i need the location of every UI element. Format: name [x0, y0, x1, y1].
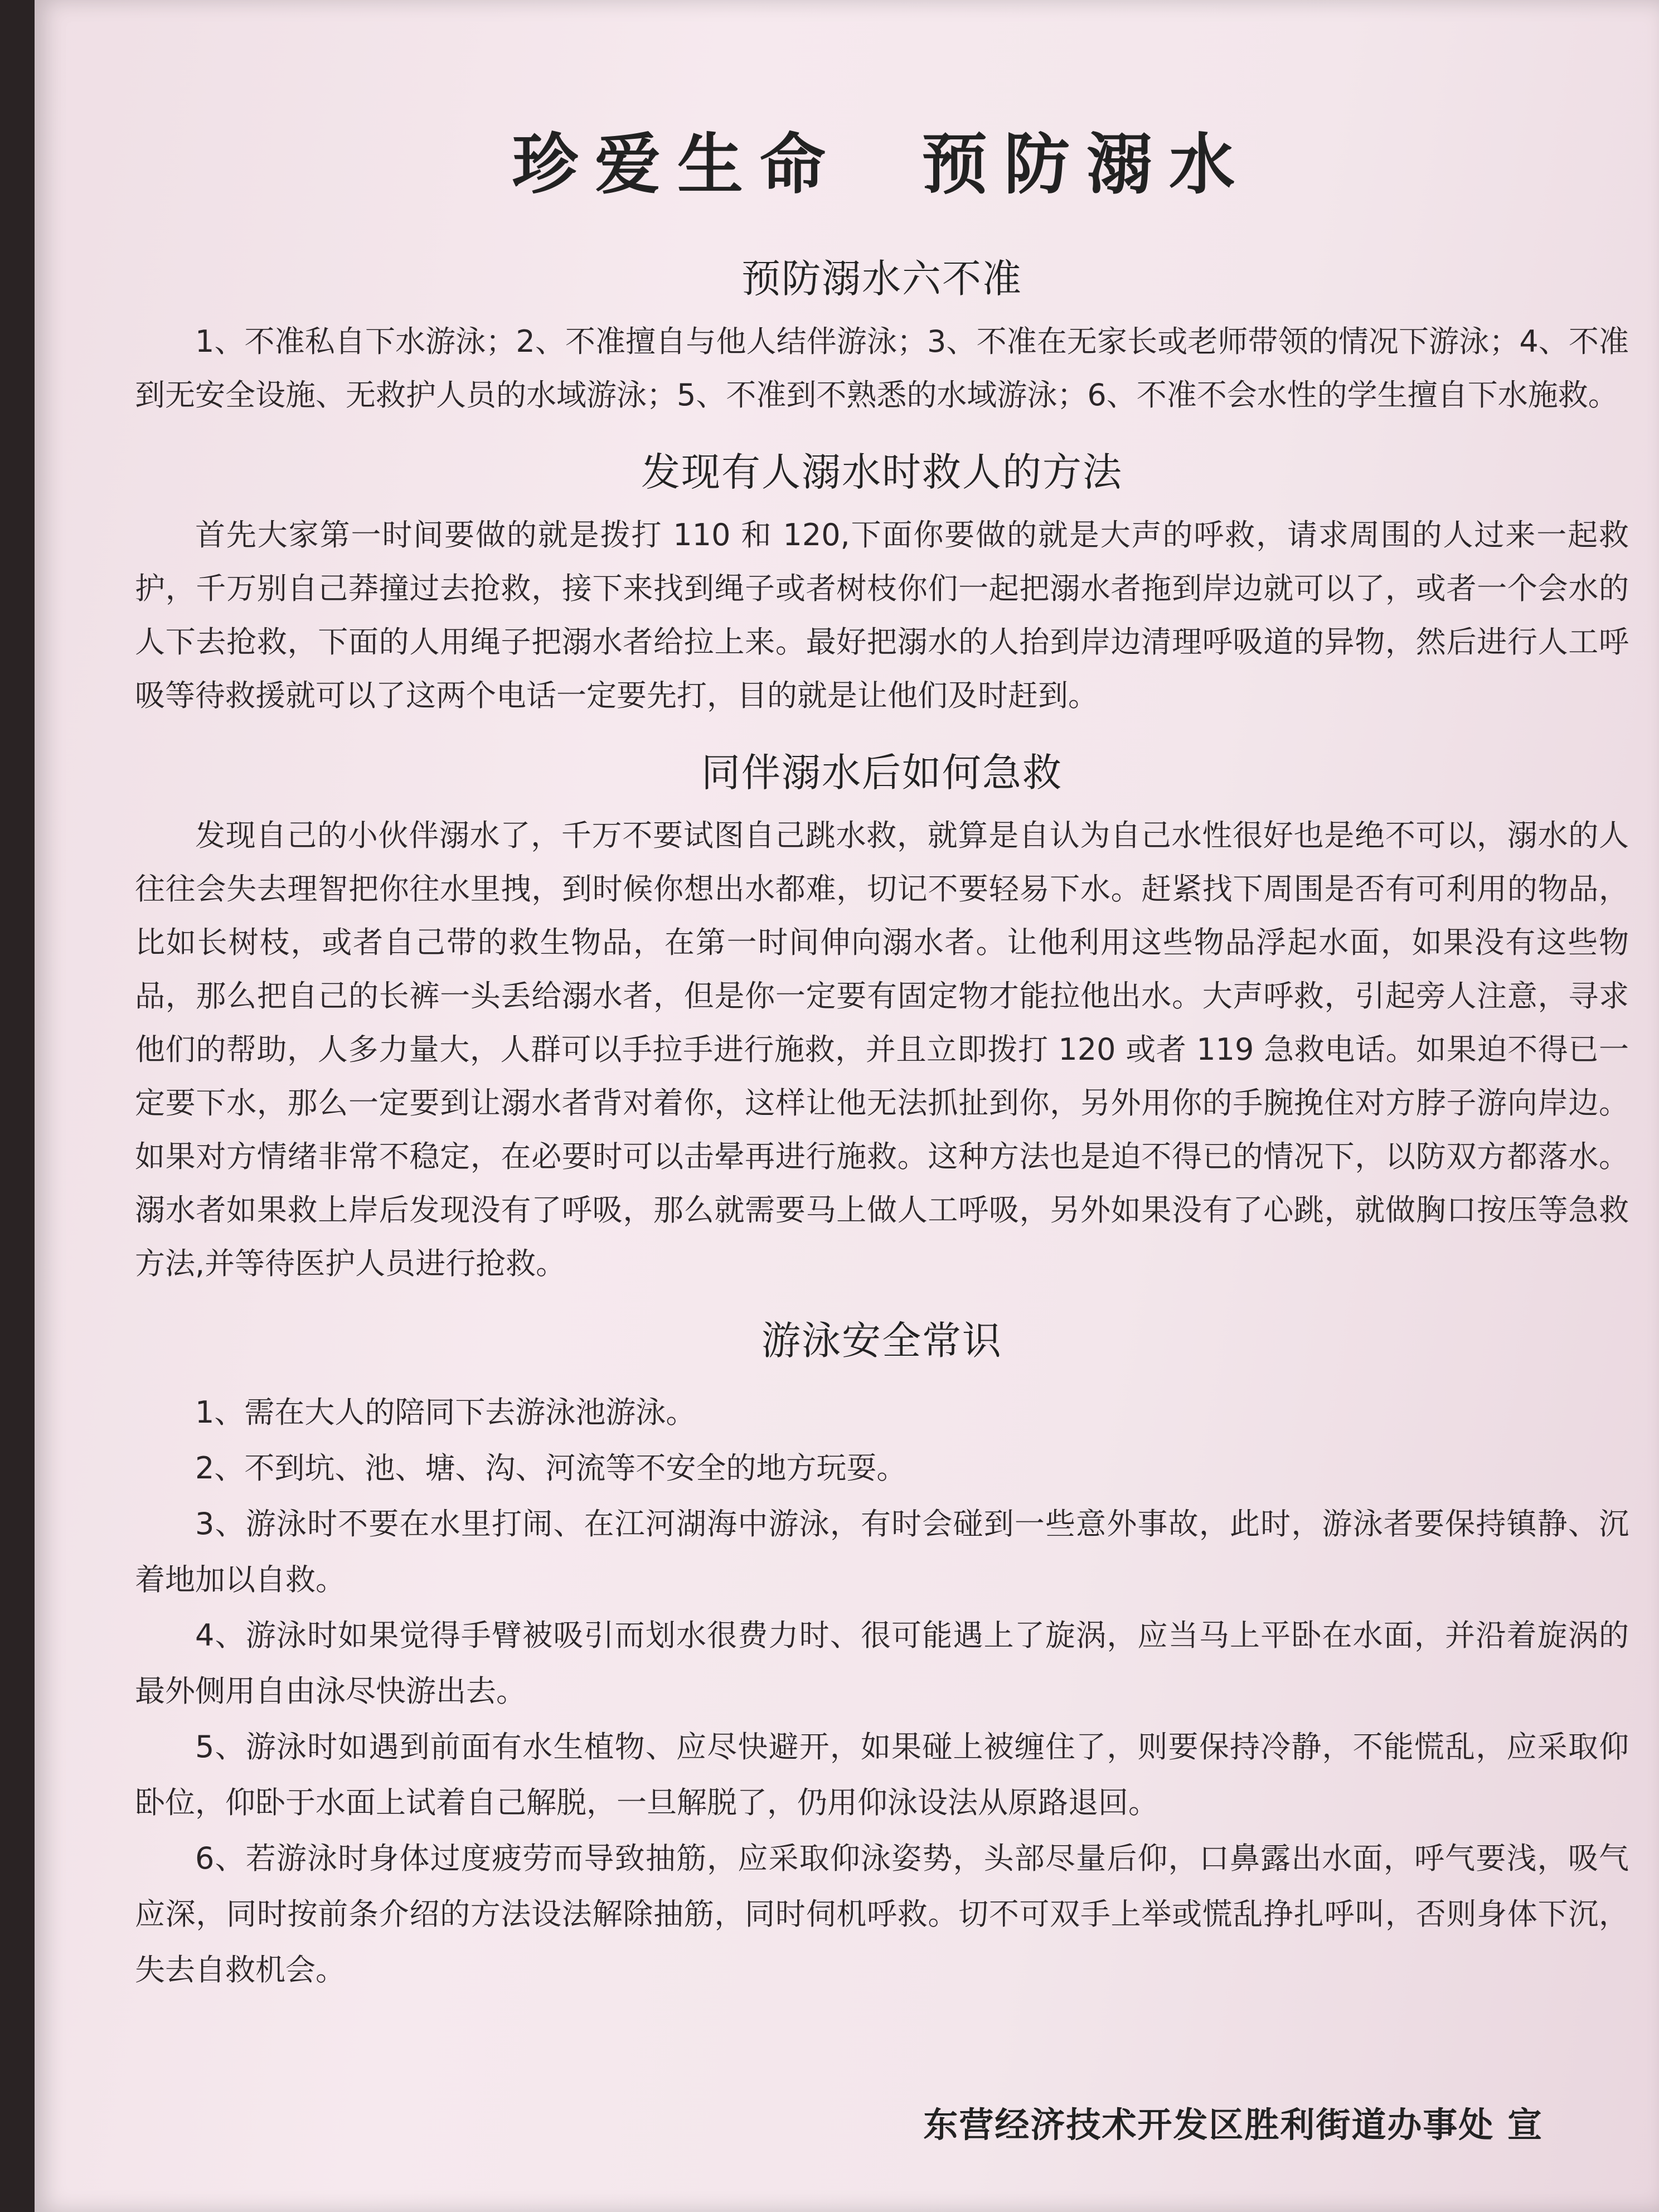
- section-rescue-method: [135, 441, 1629, 722]
- section-paragraph: 1、不准私自下水游泳；2、不准擅自与他人结伴游泳；3、不准在无家长或老师带领的情况下游泳；4、不准到无安全设施、无救护人员的水域游泳；5、不准到不熟悉的水域游泳；6、不准不会水性的学生擅自下水施救。: [135, 324, 1629, 413]
- section-heading: 游泳安全常识: [761, 1318, 1002, 1364]
- page-title: 珍爱生命 预防溺水: [512, 126, 1252, 203]
- list-item: 4、游泳时如果觉得手臂被吸引而划水很费力时、很可能遇上了旋涡，应当马上平卧在水面，并沿着旋涡的最外侧用自由泳尽快游出去。: [135, 1618, 1629, 1709]
- list-item: 3、游泳时不要在水里打闹、在江河湖海中游泳，有时会碰到一些意外事故，此时，游泳者要保持镇静、沉着地加以自救。: [135, 1506, 1629, 1597]
- paper-sheet: [35, 0, 1659, 2212]
- section-heading: 预防溺水六不准: [741, 256, 1022, 302]
- issuer-signature: 东营经济技术开发区胜利街道办事处 宣: [923, 2104, 1543, 2145]
- section-heading: 同伴溺水后如何急救: [701, 750, 1063, 795]
- section-heading: 发现有人溺水时救人的方法: [641, 449, 1123, 495]
- list-item: 5、游泳时如遇到前面有水生植物、应尽快避开，如果碰上被缠住了，则要保持冷静，不能慌乱，应采取仰卧位，仰卧于水面上试着自己解脱，一旦解脱了，仍用仰泳设法从原路退回。: [135, 1729, 1629, 1820]
- section-companion-first-aid: [135, 741, 1629, 1291]
- list-item: 6、若游泳时身体过度疲劳而导致抽筋，应采取仰泳姿势，头部尽量后仰，口鼻露出水面，呼气要浅，吸气应深，同时按前条介绍的方法设法解除抽筋，同时伺机呼救。切不可双手上举或慌乱挣扎呼叫，否则身体下沉，失去自救机会。: [135, 1841, 1629, 1987]
- section-swim-safety: [135, 1309, 1629, 1998]
- list-item: 1、需在大人的陪同下去游泳池游泳。: [195, 1395, 696, 1430]
- section-paragraph: 发现自己的小伙伴溺水了，千万不要试图自己跳水救，就算是自认为自己水性很好也是绝不可以，溺水的人往往会失去理智把你往水里拽，到时候你想出水都难，切记不要轻易下水。赶紧找下周围是否有可利用的物品，比如长树枝，或者自己带的救生物品，在第一时间伸向溺水者。让他利用这些物品浮起水面，如果没有这些物品，那么把自己的长裤一头丢给溺水者，但是你一定要有固定物才能拉他出水。大声呼救，引起旁人注意，寻求他们的帮助，人多力量大，人群可以手拉手进行施救，并且立即拨打 120 或者 119 急救电话。如果迫不得已一定要下水，那么一定要到让溺水者背对着你，这样让他无法抓扯到你，另外用你的手腕挽住对方脖子游向岸边。如果对方情绪非常不稳定，在必要时可以击晕再进行施救。这种方法也是迫不得已的情况下，以防双方都落水。溺水者如果救上岸后发现没有了呼吸，那么就需要马上做人工呼吸，另外如果没有了心跳，就做胸口按压等急救方法,并等待医护人员进行抢救。: [135, 818, 1629, 1281]
- section-six-rules: [135, 248, 1629, 422]
- list-item: 2、不到坑、池、塘、沟、河流等不安全的地方玩耍。: [195, 1451, 907, 1486]
- section-paragraph: 首先大家第一时间要做的就是拨打 110 和 120,下面你要做的就是大声的呼救，请求周围的人过来一起救护，千万别自己莽撞过去抢救，接下来找到绳子或者树枝你们一起把溺水者拖到岸边就可以了，或者一个会水的人下去抢救，下面的人用绳子把溺水者给拉上来。最好把溺水的人抬到岸边清理呼吸道的异物，然后进行人工呼吸等待救援就可以了这两个电话一定要先打，目的就是让他们及时赶到。: [135, 517, 1629, 713]
- notice-body: [135, 111, 1629, 1998]
